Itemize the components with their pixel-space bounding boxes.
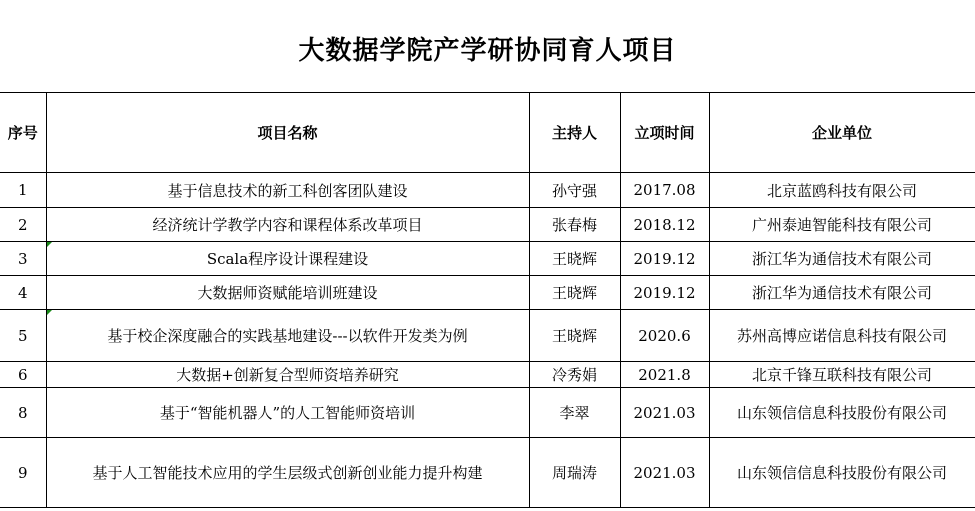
cell-no[interactable]: 4: [0, 276, 46, 310]
cell-host[interactable]: 王晓辉: [529, 310, 620, 362]
project-table: [0, 92, 975, 508]
header-host[interactable]: 主持人: [529, 92, 620, 173]
cell-company[interactable]: 山东领信信息科技股份有限公司: [709, 388, 975, 438]
table-row: [0, 362, 975, 388]
cell-company[interactable]: 北京蓝鸥科技有限公司: [709, 173, 975, 208]
cell-host[interactable]: 王晓辉: [529, 242, 620, 276]
cell-name[interactable]: 大数据师资赋能培训班建设: [46, 276, 529, 310]
table-row: [0, 173, 975, 208]
header-name[interactable]: 项目名称: [46, 92, 529, 173]
table-row: [0, 208, 975, 242]
header-date[interactable]: 立项时间: [620, 92, 709, 173]
cell-no[interactable]: 2: [0, 208, 46, 242]
cell-company[interactable]: 山东领信信息科技股份有限公司: [709, 438, 975, 508]
cell-date[interactable]: 2018.12: [620, 208, 709, 242]
cell-name[interactable]: [46, 310, 529, 362]
table-row: [0, 310, 975, 362]
cell-no[interactable]: 3: [0, 242, 46, 276]
table-row: [0, 438, 975, 508]
cell-date[interactable]: 2019.12: [620, 242, 709, 276]
header-company[interactable]: 企业单位: [709, 92, 975, 173]
cell-company[interactable]: 苏州高博应诺信息科技有限公司: [709, 310, 975, 362]
cell-no[interactable]: 8: [0, 388, 46, 438]
comment-indicator-icon: [47, 242, 52, 247]
table-row: [0, 388, 975, 438]
cell-date[interactable]: 2020.6: [620, 310, 709, 362]
cell-company[interactable]: 浙江华为通信技术有限公司: [709, 276, 975, 310]
cell-no[interactable]: 5: [0, 310, 46, 362]
cell-name[interactable]: 经济统计学教学内容和课程体系改革项目: [46, 208, 529, 242]
cell-no[interactable]: 6: [0, 362, 46, 388]
cell-date[interactable]: 2019.12: [620, 276, 709, 310]
cell-name-text: 基于校企深度融合的实践基地建设---以软件开发类为例: [107, 327, 468, 345]
cell-company[interactable]: 北京千锋互联科技有限公司: [709, 362, 975, 388]
cell-name[interactable]: 大数据+创新复合型师资培养研究: [46, 362, 529, 388]
cell-host[interactable]: 孙守强: [529, 173, 620, 208]
cell-date[interactable]: 2021.03: [620, 438, 709, 508]
header-no[interactable]: 序号: [0, 92, 46, 173]
cell-no[interactable]: 9: [0, 438, 46, 508]
header-row: [0, 92, 975, 173]
comment-indicator-icon: [47, 310, 52, 315]
cell-name[interactable]: 基于“智能机器人”的人工智能师资培训: [46, 388, 529, 438]
cell-company[interactable]: 广州泰迪智能科技有限公司: [709, 208, 975, 242]
cell-host[interactable]: 冷秀娟: [529, 362, 620, 388]
cell-date[interactable]: 2017.08: [620, 173, 709, 208]
title-cell[interactable]: [0, 0, 975, 93]
cell-host[interactable]: 张春梅: [529, 208, 620, 242]
cell-no[interactable]: 1: [0, 173, 46, 208]
cell-name[interactable]: 基于信息技术的新工科创客团队建设: [46, 173, 529, 208]
cell-name[interactable]: [46, 242, 529, 276]
cell-host[interactable]: 周瑞涛: [529, 438, 620, 508]
cell-name[interactable]: 基于人工智能技术应用的学生层级式创新创业能力提升构建: [46, 438, 529, 508]
cell-company[interactable]: 浙江华为通信技术有限公司: [709, 242, 975, 276]
table-row: [0, 276, 975, 310]
cell-name-text: Scala程序设计课程建设: [206, 250, 369, 268]
cell-host[interactable]: 王晓辉: [529, 276, 620, 310]
cell-date[interactable]: 2021.8: [620, 362, 709, 388]
cell-host[interactable]: 李翠: [529, 388, 620, 438]
table-row: [0, 242, 975, 276]
cell-date[interactable]: 2021.03: [620, 388, 709, 438]
page-title: 大数据学院产学研协同育人项目: [298, 35, 677, 66]
